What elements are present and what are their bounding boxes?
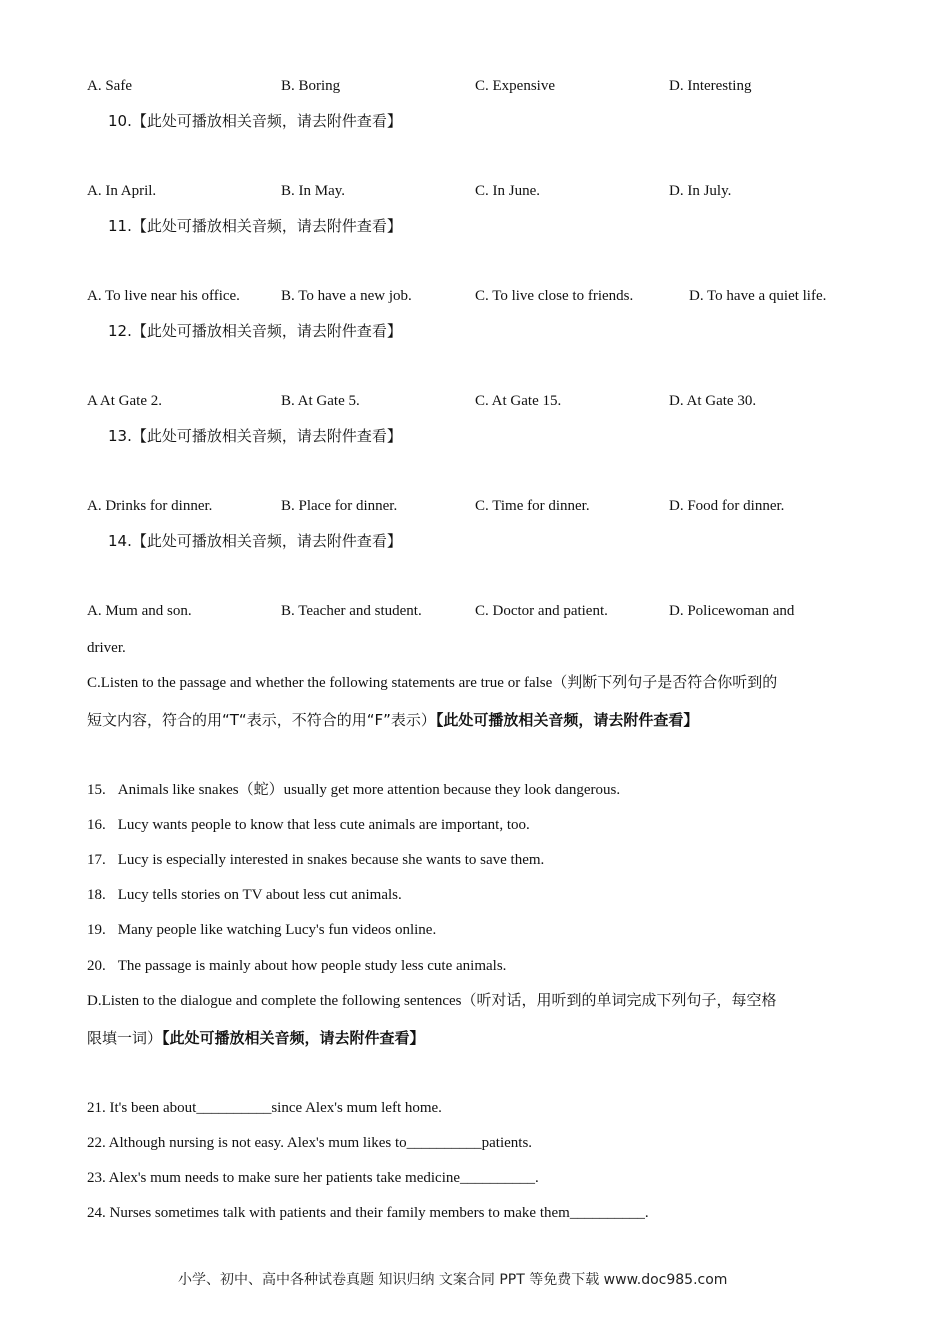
option-b: B. Place for dinner. — [281, 498, 398, 514]
item-number: 15. — [87, 782, 106, 798]
option-b: B. Teacher and student. — [281, 603, 422, 619]
q13-prompt: 13.【此处可播放相关音频，请去附件查看】 — [108, 427, 402, 445]
option-a: A At Gate 2. — [87, 393, 162, 409]
option-c: C. To live close to friends. — [475, 288, 634, 304]
item-number: 16. — [87, 817, 106, 833]
q11-prompt: 11.【此处可播放相关音频，请去附件查看】 — [108, 217, 402, 235]
option-c: C. Doctor and patient. — [475, 603, 608, 619]
option-d: D. To have a quiet life. — [689, 288, 827, 304]
option-a: A. To live near his office. — [87, 288, 240, 304]
option-a: A. Mum and son. — [87, 603, 192, 619]
option-a: A. Safe — [87, 78, 132, 94]
option-a: A. Drinks for dinner. — [87, 498, 213, 514]
item-text: Lucy tells stories on TV about less cut animals. — [117, 887, 402, 903]
list-item: 22. Although nursing is not easy. Alex's mum likes to__________patients. — [87, 1135, 533, 1151]
item-number: 18. — [87, 887, 106, 903]
q12-prompt: 12.【此处可播放相关音频，请去附件查看】 — [108, 322, 402, 340]
option-d: D. Food for dinner. — [669, 498, 785, 514]
list-item: 23. Alex's mum needs to make sure her patients take medicine__________. — [87, 1170, 539, 1186]
section-d-instruction-2 — [87, 1028, 425, 1049]
list-item — [87, 815, 530, 835]
option-c: C. At Gate 15. — [475, 393, 562, 409]
option-c: C. In June. — [475, 183, 540, 199]
section-d-instruction-text: 限填一词） — [87, 1029, 163, 1047]
audio-note: 【此处可播放相关音频，请去附件查看】 — [435, 711, 699, 729]
q14-prompt: 14.【此处可播放相关音频，请去附件查看】 — [108, 532, 402, 550]
option-d-wrap: driver. — [87, 640, 126, 656]
option-b: B. Boring — [281, 78, 341, 94]
item-text: Many people like watching Lucy's fun videos online. — [117, 922, 437, 938]
option-d: D. In July. — [669, 183, 732, 199]
option-b: B. To have a new job. — [281, 288, 412, 304]
option-d: D. Interesting — [669, 78, 752, 94]
option-d: D. At Gate 30. — [669, 393, 757, 409]
q10-prompt: 10.【此处可播放相关音频，请去附件查看】 — [108, 112, 402, 130]
section-c-instruction-2 — [87, 710, 698, 731]
section-d-instruction: D.Listen to the dialogue and complete the following sentences（听对话，用听到的单词完成下列句子，每空格 — [87, 993, 777, 1009]
section-c-instruction-text: 短文内容，符合的用“T“表示，不符合的用“F”表示） — [87, 711, 436, 729]
list-item — [87, 920, 436, 940]
list-item — [87, 956, 506, 976]
option-a: A. In April. — [87, 183, 157, 199]
option-c: C. Expensive — [475, 78, 555, 94]
list-item: 21. It's been about__________since Alex's mum left home. — [87, 1100, 442, 1116]
list-item — [87, 885, 402, 905]
page-footer: 小学、初中、高中各种试卷真题 知识归纳 文案合同 PPT 等免费下载 www.doc985.com — [178, 1272, 728, 1288]
option-b: B. In May. — [281, 183, 346, 199]
list-item: 24. Nurses sometimes talk with patients and their family members to make them__________. — [87, 1205, 649, 1221]
item-number: 19. — [87, 922, 106, 938]
option-d: D. Policewoman and — [669, 603, 795, 619]
audio-note: 【此处可播放相关音频，请去附件查看】 — [162, 1029, 425, 1047]
item-number: 17. — [87, 852, 106, 868]
option-c: C. Time for dinner. — [475, 498, 590, 514]
item-text: Animals like snakes（蛇）usually get more attention because they look dangerous. — [117, 782, 621, 798]
list-item — [87, 780, 620, 800]
item-text: Lucy wants people to know that less cute animals are important, too. — [117, 817, 530, 833]
item-number: 20. — [87, 958, 106, 974]
option-b: B. At Gate 5. — [281, 393, 360, 409]
list-item — [87, 850, 544, 870]
item-text: The passage is mainly about how people study less cute animals. — [117, 958, 507, 974]
item-text: Lucy is especially interested in snakes because she wants to save them. — [117, 852, 545, 868]
section-c-instruction: C.Listen to the passage and whether the following statements are true or false（判断下列句子是否符合你听到的 — [87, 675, 778, 691]
